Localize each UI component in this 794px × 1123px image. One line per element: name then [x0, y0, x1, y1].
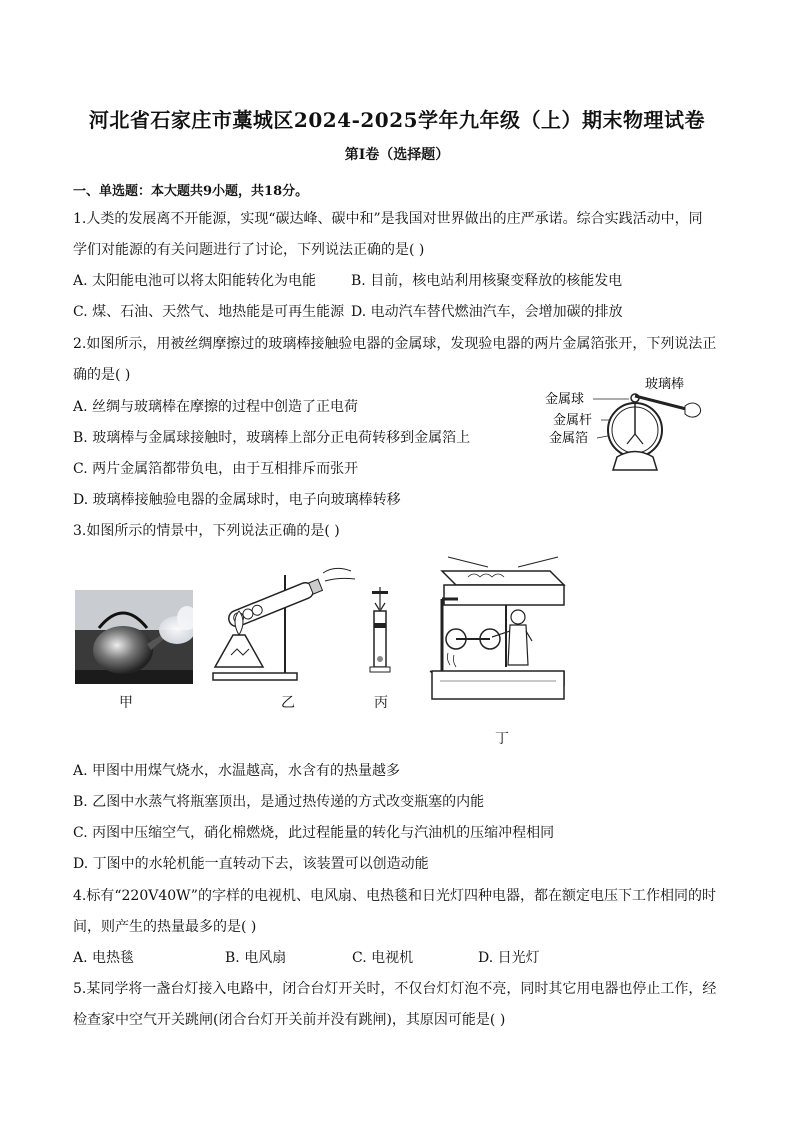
q2-option-a: A. 丝绸与玻璃棒在摩擦的过程中创造了正电荷	[73, 399, 359, 415]
label-glass-rod: 玻璃棒	[645, 377, 685, 392]
worker	[511, 610, 525, 624]
q1-option-d: D. 电动汽车替代燃油汽车，会增加碳的排放	[351, 304, 623, 320]
q4-stem-line1: 4.标有“220V40W”的字样的电视机、电风扇、电热毯和日光灯四种电器，都在额定电压下工作相同的时	[73, 888, 716, 904]
electroscope-figure	[545, 372, 715, 477]
q3-stem-line1: 3.如图所示的情景中，下列说法正确的是( )	[73, 523, 340, 539]
kettle-body	[93, 626, 153, 674]
caption-yi: 乙	[281, 695, 295, 711]
exam-subtitle: 第Ⅰ卷（选择题）	[344, 147, 450, 163]
caption-ding: 丁	[495, 731, 509, 747]
caption-bing: 丙	[374, 695, 388, 711]
hand-icon	[685, 403, 701, 417]
q4-option-a: A. 电热毯	[73, 950, 135, 966]
section-heading: 一、单选题：本大题共9小题，共18分。	[73, 184, 309, 199]
q3-option-c: C. 丙图中压缩空气，硝化棉燃烧，此过程能量的转化与汽油机的压缩冲程相同	[73, 825, 555, 841]
label-metal-foil: 金属箔	[549, 431, 589, 446]
electroscope-base	[613, 452, 657, 471]
q4-stem-line2: 间，则产生的热量最多的是( )	[73, 919, 257, 935]
q5-stem-line1: 5.某同学将一盏台灯接入电路中，闭合台灯开关时，不仅台灯灯泡不亮，同时其它用电器也停止工作，经	[73, 981, 717, 997]
water-wheel-figure	[428, 555, 574, 721]
q4-option-d: D. 日光灯	[478, 950, 540, 966]
q2-option-b: B. 玻璃棒与金属球接触时，玻璃棒上部分正电荷转移到金属箔上	[73, 430, 471, 446]
q2-stem-line1: 2.如图所示，用被丝绸摩擦过的玻璃棒接触验电器的金属球，发现验电器的两片金属箔张开，下列说法正	[73, 336, 717, 352]
q1-option-c: C. 煤、石油、天然气、地热能是可再生能源	[73, 304, 345, 320]
test-tube-figure	[205, 555, 357, 685]
q4-option-b: B. 电风扇	[225, 950, 287, 966]
air-compression-figure	[366, 585, 394, 675]
q1-option-b: B. 目前，核电站利用核聚变释放的核能发电	[351, 273, 623, 289]
q3-option-b: B. 乙图中水蒸气将瓶塞顶出，是通过热传递的方式改变瓶塞的内能	[73, 794, 485, 810]
q4-option-c: C. 电视机	[352, 950, 414, 966]
q3-option-d: D. 丁图中的水轮机能一直转动下去，该装置可以创造动能	[73, 856, 429, 872]
q1-stem-line2: 学们对能源的有关问题进行了讨论，下列说法正确的是( )	[73, 242, 425, 258]
lower-tank	[432, 671, 564, 699]
caption-jia: 甲	[119, 695, 133, 711]
q1-option-a: A. 太阳能电池可以将太阳能转化为电能	[73, 273, 317, 289]
q3-option-a: A. 甲图中用煤气烧水，水温越高，水含有的热量越多	[73, 763, 401, 779]
q2-option-c: C. 两片金属箔都带负电，由于互相排斥而张开	[73, 461, 359, 477]
label-metal-ball: 金属球	[545, 392, 585, 407]
upper-tank	[444, 585, 564, 605]
q2-option-d: D. 玻璃棒接触验电器的金属球时，电子向玻璃棒转移	[73, 492, 401, 508]
label-metal-rod: 金属杆	[553, 413, 593, 428]
q1-stem-line1: 1.人类的发展离不开能源，实现“碳达峰、碳中和”是我国对世界做出的庄严承诺。综合实践活动中，同	[73, 211, 703, 227]
q5-stem-line2: 检查家中空气开关跳闸(闭合台灯开关前并没有跳闸)，其原因可能是( )	[73, 1012, 506, 1028]
exam-title: 河北省石家庄市藁城区2024-2025学年九年级（上）期末物理试卷	[88, 108, 706, 132]
q2-stem-line2: 确的是( )	[73, 367, 131, 383]
kettle-photo	[75, 590, 193, 684]
